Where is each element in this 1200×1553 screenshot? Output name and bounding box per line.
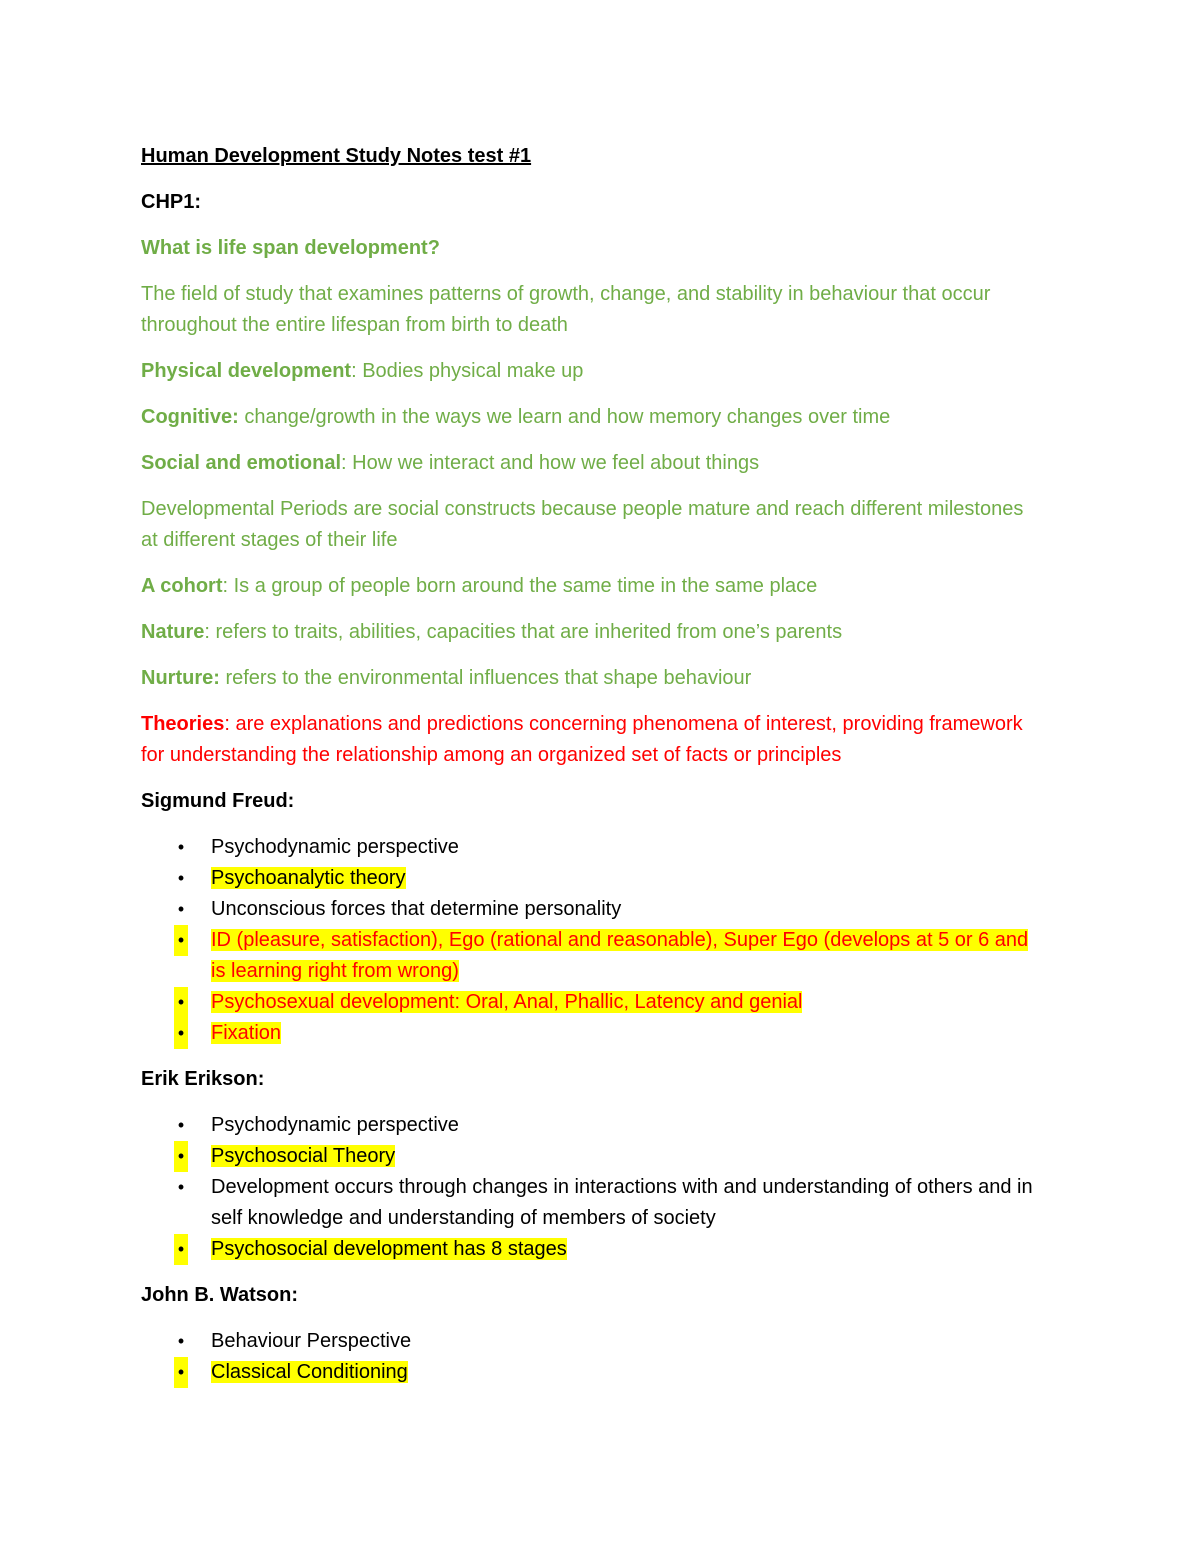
list-item-text: Unconscious forces that determine personality [211, 898, 622, 920]
list-item [140, 1018, 1041, 1049]
term-label: Nurture: [141, 667, 220, 689]
term-nature [141, 617, 1041, 648]
list-item [140, 1141, 1041, 1172]
list-item-text: Psychosocial development has 8 stages [211, 1238, 567, 1260]
bullet-icon: • [177, 899, 185, 919]
bullet-icon: • [177, 868, 185, 888]
list-item-text: Fixation [211, 1022, 282, 1044]
bullet-icon: • [174, 1357, 188, 1388]
bullet-icon: • [174, 1141, 188, 1172]
term-separator: : [222, 575, 229, 597]
term-text: change/growth in the ways we learn and how memory changes over time [238, 406, 891, 428]
section-heading-erikson: Erik Erikson: [141, 1068, 265, 1090]
definition-paragraph: The field of study that examines patterns of growth, change, and stability in behaviour that occur throughout the entire lifespan from birth to death [141, 283, 991, 336]
term-label: Nature [141, 621, 205, 643]
list-item [140, 1326, 1041, 1357]
list-item-text: ID (pleasure, satisfaction), Ego (rational and reasonable), Super Ego (develops at 5 or 6 and is learning right from wrong) [211, 929, 1029, 982]
theories-paragraph [141, 709, 1041, 771]
term-separator: : [351, 360, 357, 382]
term-text: Bodies physical make up [356, 360, 584, 382]
document-title: Human Development Study Notes test #1 [141, 145, 532, 167]
bullet-list-erikson [141, 1110, 1041, 1265]
list-item [140, 925, 1041, 987]
list-item-text: Psychoanalytic theory [211, 867, 406, 889]
term-text: refers to the environmental influences that shape behaviour [219, 667, 752, 689]
bullet-icon: • [174, 1018, 188, 1049]
theories-term: Theories [141, 713, 225, 735]
term-separator: : [204, 621, 210, 643]
bullet-list-watson [141, 1326, 1041, 1388]
list-item [140, 863, 1041, 894]
term-text: How we interact and how we feel about things [346, 452, 760, 474]
term-social-emotional [141, 448, 1041, 479]
term-label: Physical development [141, 360, 352, 382]
theories-text: : are explanations and predictions concerning phenomena of interest, providing framework for understanding the relationship among an organized set of facts or principles [141, 713, 1023, 766]
term-label: Social and emotional [141, 452, 342, 474]
term-text: refers to traits, abilities, capacities that are inherited from one’s parents [209, 621, 843, 643]
bullet-icon: • [177, 837, 185, 857]
list-item-text: Psychodynamic perspective [211, 1114, 459, 1136]
term-label: A cohort [141, 575, 223, 597]
list-item-text: Behaviour Perspective [211, 1330, 412, 1352]
section-heading-watson: John B. Watson: [141, 1284, 299, 1306]
list-item [140, 894, 1041, 925]
term-cohort [141, 571, 1041, 602]
term-cognitive [141, 402, 1041, 433]
list-item [140, 1357, 1041, 1388]
document-body [141, 141, 1041, 1403]
list-item-text: Development occurs through changes in interactions with and understanding of others and in self knowledge and understanding of members of society [211, 1176, 1033, 1229]
bullet-list-freud [141, 832, 1041, 1049]
term-text: Is a group of people born around the same time in the same place [228, 575, 818, 597]
list-item [140, 832, 1041, 863]
list-item-text: Psychodynamic perspective [211, 836, 459, 858]
bullet-icon: • [174, 1234, 188, 1265]
bullet-icon: • [174, 987, 188, 1018]
list-item [140, 1234, 1041, 1265]
bullet-icon: • [177, 1331, 185, 1351]
list-item [140, 1110, 1041, 1141]
periods-paragraph: Developmental Periods are social constructs because people mature and reach different milestones at different stages of their life [141, 498, 1024, 551]
bullet-icon: • [177, 1177, 185, 1197]
bullet-icon: • [177, 1115, 185, 1135]
chapter-heading: CHP1: [141, 191, 202, 213]
list-item-text: Psychosexual development: Oral, Anal, Phallic, Latency and genial [211, 991, 803, 1013]
list-item [140, 987, 1041, 1018]
term-separator: : [341, 452, 347, 474]
list-item-text: Classical Conditioning [211, 1361, 408, 1383]
list-item [140, 1172, 1041, 1234]
term-nurture [141, 663, 1041, 694]
term-label: Cognitive: [141, 406, 239, 428]
list-item-text: Psychosocial Theory [211, 1145, 396, 1167]
section-heading-freud: Sigmund Freud: [141, 790, 295, 812]
question-heading: What is life span development? [141, 237, 440, 259]
bullet-icon: • [174, 925, 188, 956]
term-physical [141, 356, 1041, 387]
